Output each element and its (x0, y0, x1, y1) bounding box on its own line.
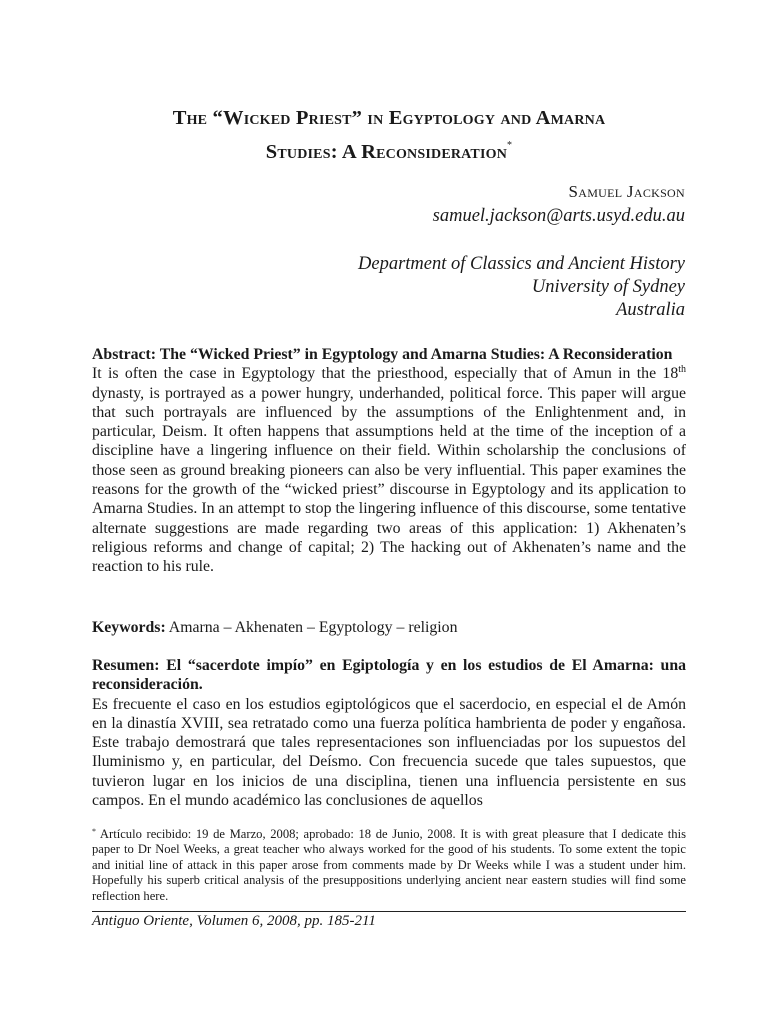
affiliation-university: University of Sydney (531, 277, 685, 297)
abstract-heading: Abstract: The “Wicked Priest” in Egyptology and Amarna Studies: A Reconsideration (92, 346, 673, 363)
title-footnote-marker: * (507, 140, 513, 151)
resumen-section (92, 656, 686, 811)
footnote-marker: * (92, 827, 96, 836)
resumen-text: Es frecuente el caso en los estudios egiptológicos que el sacerdocio, en especial el de Amón en la dinastía XVIII, sea retratado como una fuerza política hambrienta de poder y engañosa. Este trabajo demostrará que tales representaciones son influenciadas por los supuestos del Iluminismo y, en particular, del Deísmo. Con frecuencia sucede que tales supuestos, que tuvieron lugar en los inicios de una disciplina, tienen una influencia persistente en sus campos. En el mundo académico las conclusiones de aquellos (92, 695, 686, 810)
author-email[interactable]: samuel.jackson@arts.usyd.edu.au (432, 206, 685, 226)
keywords-text: Amarna – Akhenaten – Egyptology – religion (168, 619, 458, 636)
title-line-2 (92, 132, 686, 166)
keywords-section (92, 618, 686, 637)
footnote-text: Artículo recibido: 19 de Marzo, 2008; aprobado: 18 de Junio, 2008. It is with great pleasure that I dedicate this paper to Dr Noel Weeks, a great teacher who always worked for the good of his students. To some extent the topic and initial line of attack in this paper arose from comments made by Dr Weeks while I was a student under him. Hopefully his superb critical analysis of the presuppositions underlying ancient near eastern studies will find some reflection here. (92, 827, 686, 903)
title-line-2-text: Studies: A Reconsideration (265, 141, 508, 163)
resumen-heading: Resumen: El “sacerdote impío” en Egiptología y en los estudios de El Amarna: una reconsideración. (92, 657, 686, 694)
abstract-text-b: dynasty, is portrayed as a power hungry, underhanded, political force. This paper will argue that such portrayals are influenced by the assumptions of the Enlightenment and, in particular, Deism. It often happens that assumptions held at the time of the inception of a discipline have a lingering influence on their field. Within scholarship the conclusions of those seen as ground breaking pioneers can also be very influential. This paper examines the reasons for the growth of the “wicked priest” discourse in Egyptology and its application to Amarna Studies. In an attempt to stop the lingering influence of this discourse, some tentative alternate suggestions are made regarding two areas of this application: 1) Akhenaten’s religious reforms and change of capital; 2) The hacking out of Akhenaten’s name and the reaction to his rule. (92, 384, 686, 576)
abstract-section (92, 345, 686, 577)
footnote (92, 824, 686, 904)
abstract-ordinal: th (678, 364, 686, 376)
affiliation-country: Australia (616, 300, 685, 320)
keywords-label: Keywords: (92, 619, 166, 636)
affiliation-department: Department of Classics and Ancient History (358, 254, 685, 274)
title-line-1: The “Wicked Priest” in Egyptology and Amarna (172, 107, 606, 129)
author-name: Samuel Jackson (568, 182, 685, 201)
journal-citation: Antiguo Oriente, Volumen 6, 2008, pp. 185-211 (92, 913, 376, 929)
affiliation (358, 253, 685, 322)
paper-title (92, 104, 686, 166)
abstract-text-a: It is often the case in Egyptology that the priesthood, especially that of Amun in the 18 (92, 365, 679, 383)
footer-rule (92, 911, 686, 912)
